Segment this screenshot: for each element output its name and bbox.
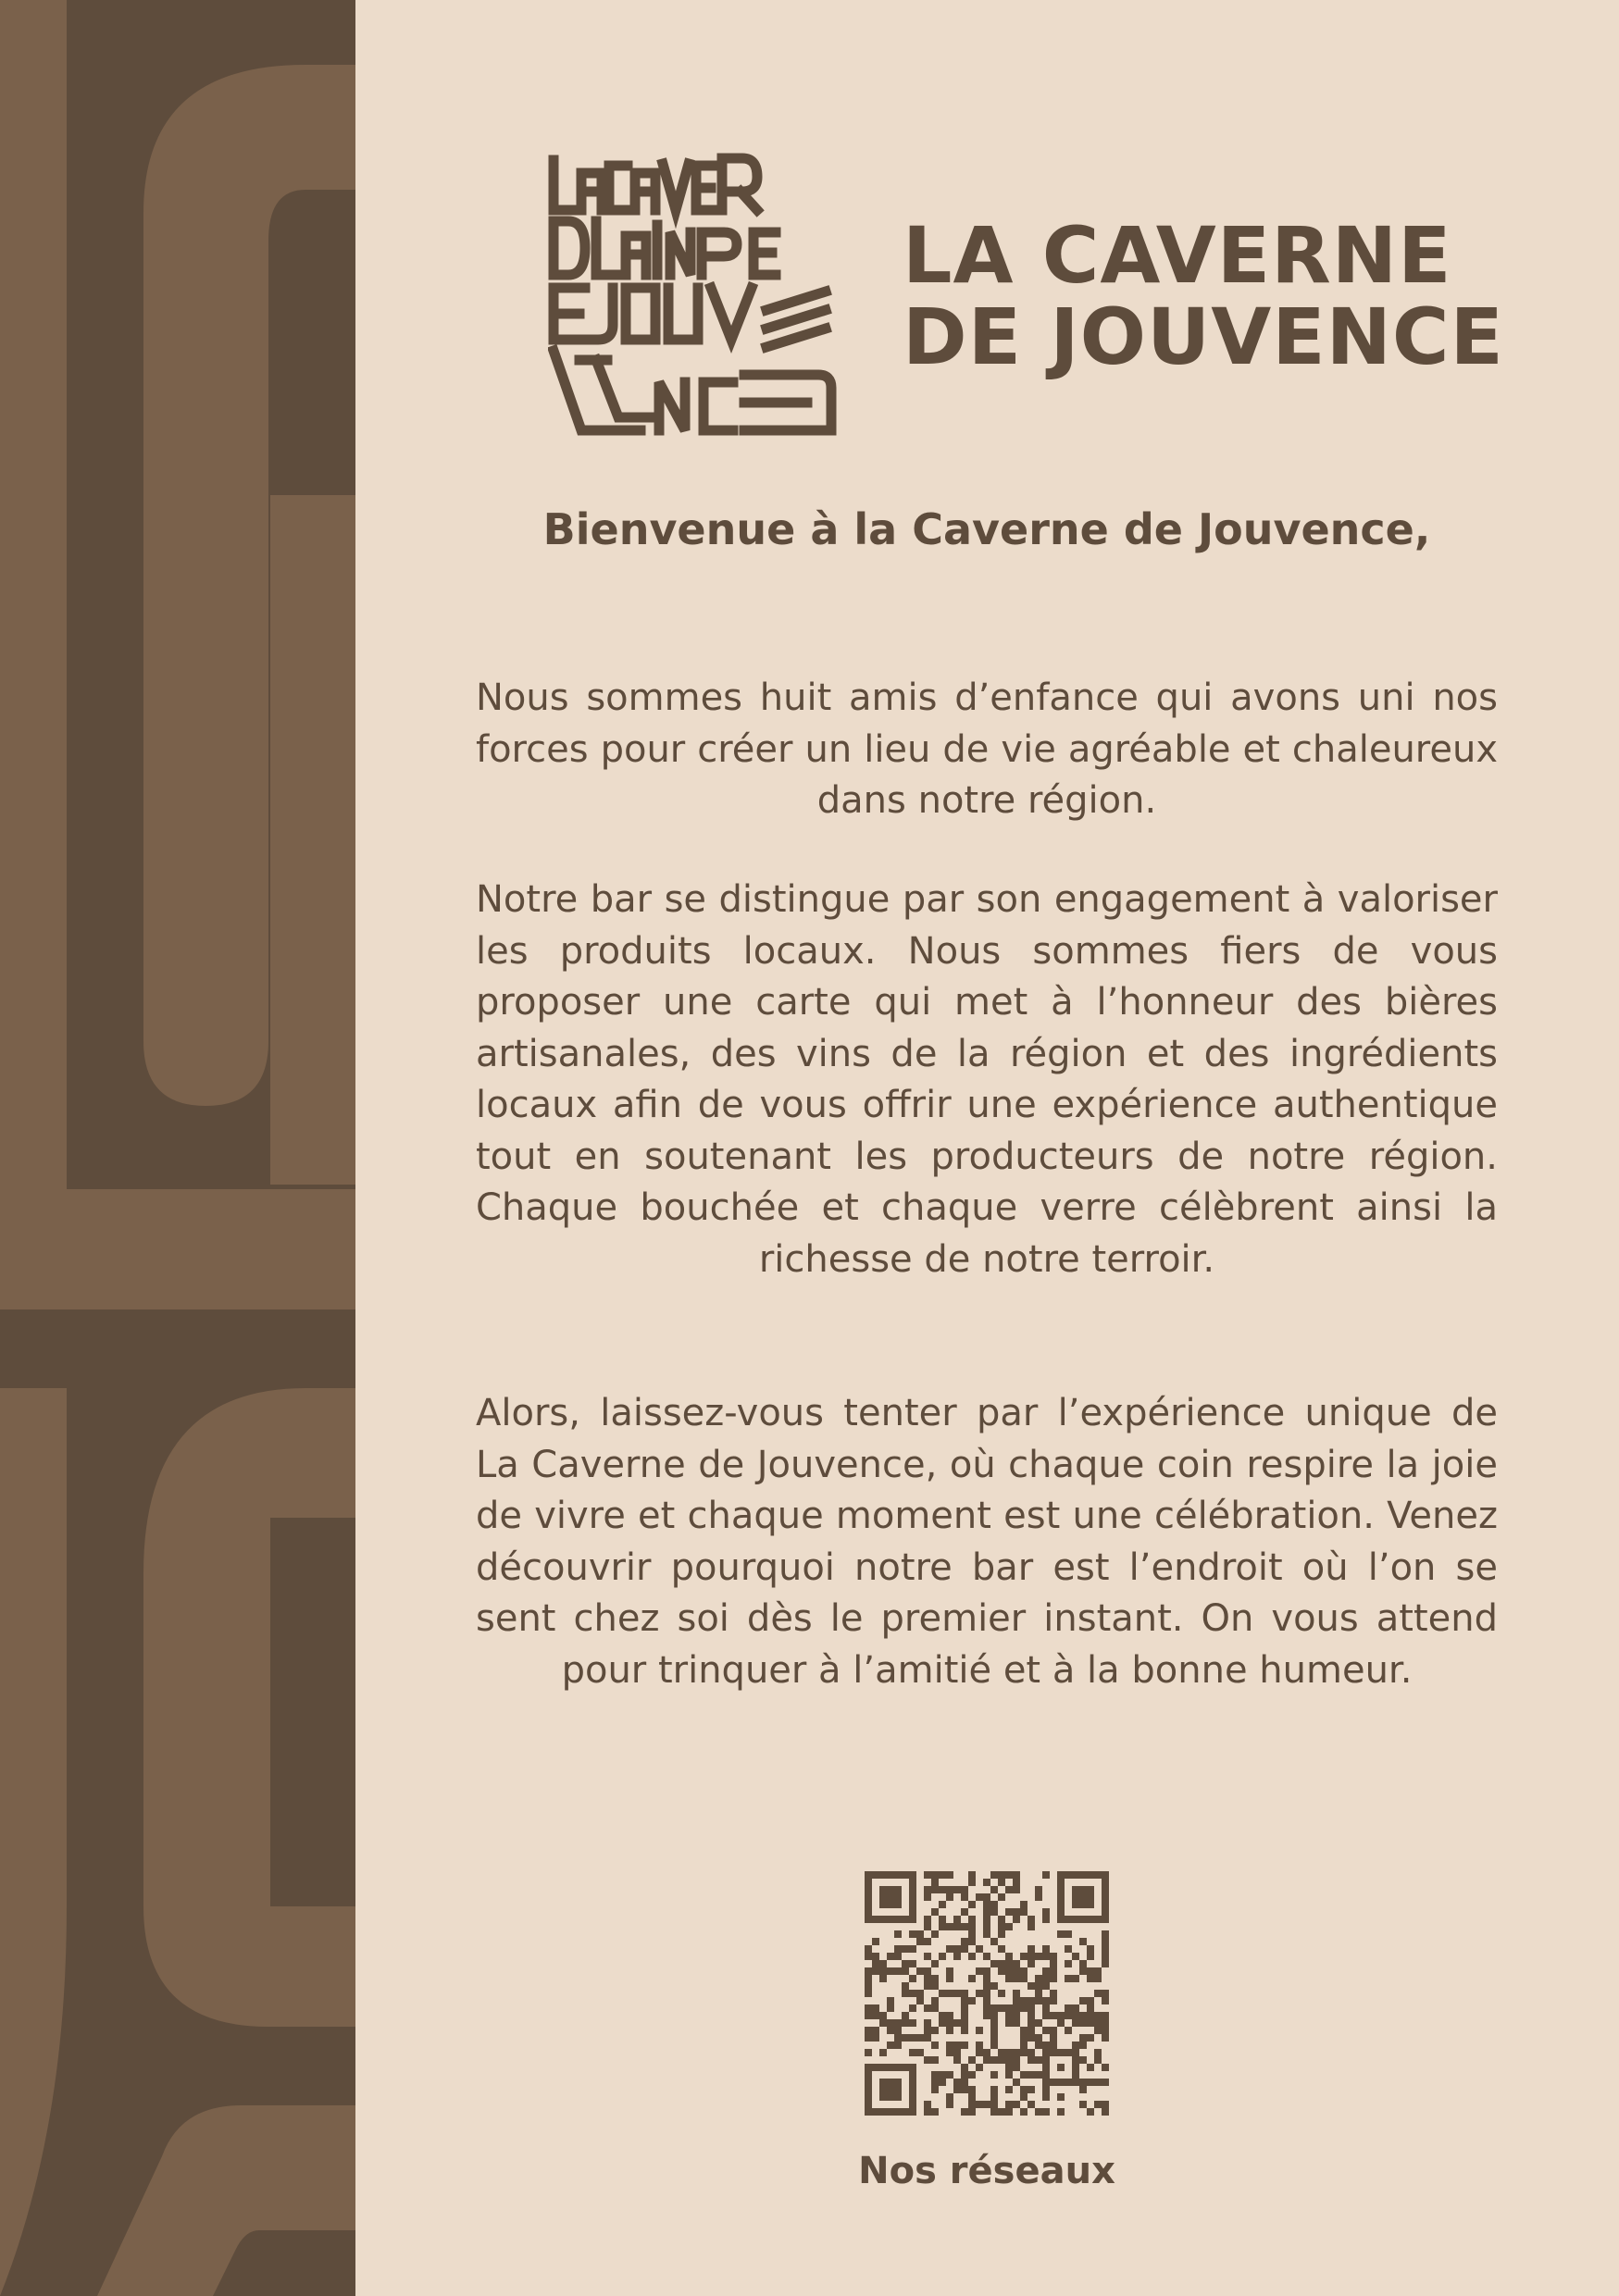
brand-name-line-1: LA CAVERNE <box>903 210 1452 301</box>
invitation-paragraph: Alors, laissez-vous tenter par l’expérience unique de La Caverne de Jouvence, où chaque coin respire la joie de vivre et chaque moment est une célébration. Venez découvrir pourquoi notre bar est l’endroit où l’on se sent chez soi dès le premier instant. On vous attend pour trinquer à l’amitié et à la bonne humeur. <box>476 1392 1498 1692</box>
brand-name <box>903 210 1504 382</box>
welcome-title: Bienvenue à la Caverne de Jouvence, <box>542 504 1431 554</box>
brand-logo-mark <box>548 153 837 441</box>
social-networks-caption: Nos réseaux <box>858 2150 1115 2192</box>
decorative-side-band <box>0 0 355 2296</box>
local-products-paragraph: Notre bar se distingue par son engagement à valoriser les produits locaux. Nous sommes fiers de vous proposer une carte qui met à l’honneur des bières artisanales, des vins de la région et des ingrédients locaux afin de vous offrir une expérience authentique tout en soutenant les producteurs de notre région. Chaque bouchée et chaque verre célèbrent ainsi la richesse de notre terroir. <box>476 878 1498 1281</box>
qr-code-icon[interactable] <box>865 1871 1109 2116</box>
brand-name-line-2: DE JOUVENCE <box>903 292 1504 382</box>
intro-paragraph: Nous sommes huit amis d’enfance qui avons uni nos forces pour créer un lieu de vie agréable et chaleureux dans notre région. <box>476 676 1498 822</box>
decorative-letter-pattern <box>0 0 355 2296</box>
